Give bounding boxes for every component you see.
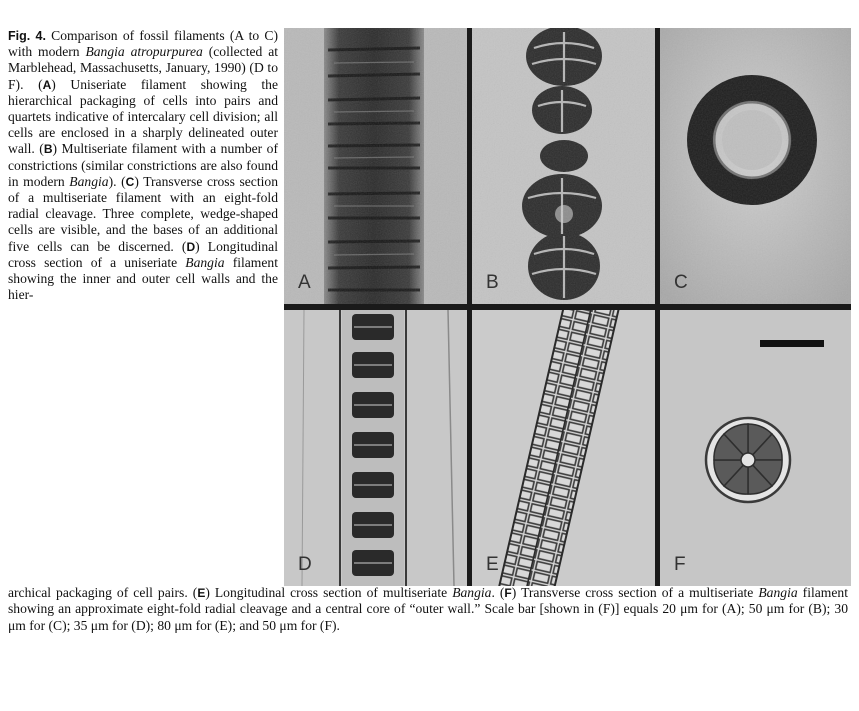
caption-text: Comparison of fossil filaments (A to C) with modern [8, 28, 278, 60]
panel-ref-a: A [42, 77, 52, 92]
panel-a [284, 28, 467, 304]
panel-ref-f: F [504, 586, 512, 600]
genus-name: Bangia [69, 173, 109, 189]
figure-caption-bottom [8, 585, 848, 634]
panel-e-image [472, 310, 655, 586]
panel-d-image [284, 310, 467, 586]
species-name: Bangia atropurpurea [85, 44, 203, 60]
panel-d [284, 310, 467, 586]
panel-letter-c: C [674, 272, 688, 293]
figure-caption-side [8, 28, 278, 303]
panel-f [660, 310, 851, 586]
panel-f-image [660, 310, 851, 586]
micrograph-grid [284, 28, 851, 586]
panel-letter-b: B [486, 272, 499, 293]
panel-letter-e: E [486, 554, 499, 575]
caption-text: ) Uniseriate filament showing the hierarchical packaging of cells into pairs and quartets indicative of intercalary cell division; all cells are enclosed in a sharply delineated outer wall. ( [8, 76, 278, 157]
panel-letter-f: F [674, 554, 686, 575]
panel-ref-e: E [197, 586, 206, 600]
panel-letter-d: D [298, 554, 312, 575]
panel-a-image [284, 28, 467, 304]
panel-ref-d: D [186, 239, 196, 254]
caption-text: ) Transverse cross section of a multiseriate filament with an eight-fold radial cleavage. Three complete, wedge-shaped cells are visible, and the bases of an additional five cells can be discerned. ( [8, 173, 278, 254]
panel-c [660, 28, 851, 304]
panel-ref-c: C [125, 174, 135, 189]
caption-text: ) Transverse cross section of a multiseriate [511, 585, 759, 600]
scale-bar [760, 340, 824, 347]
caption-text: ) Longitudinal cross section of a uniseriate [8, 238, 278, 270]
caption-text: ). ( [108, 173, 126, 189]
caption-text: archical packaging of cell pairs. ( [8, 585, 198, 600]
genus-name: Bangia [185, 254, 225, 270]
panel-letter-a: A [298, 272, 311, 293]
genus-name: Bangia [758, 585, 798, 600]
caption-text: ) Longitudinal cross section of multiseriate [205, 585, 453, 600]
caption-text: ) Multiseriate filament with a number of constrictions (similar constrictions are also found in modern [8, 141, 278, 189]
caption-text: filament showing the inner and outer cell walls and the hier- [8, 254, 278, 303]
panel-ref-b: B [43, 142, 53, 157]
genus-name: Bangia [452, 585, 492, 600]
caption-text: . ( [491, 585, 505, 600]
panel-e [472, 310, 655, 586]
figure-label: Fig. 4. [8, 29, 46, 43]
caption-text: (collected at Marblehead, Massachusetts, January, 1990) (D to F). ( [8, 44, 279, 92]
panel-b-image [472, 28, 655, 304]
panel-b [472, 28, 655, 304]
panel-c-image [660, 28, 851, 304]
caption-text: filament showing an approximate eight-fold radial cleavage and a central core of “outer wall.” Scale bar [shown in (F)] equals 20 μm for (A); 50 μm for (B); 30 μm for (C); 35 μm for (D); 80 μm for (E); and 50 μm for (F). [8, 585, 848, 633]
